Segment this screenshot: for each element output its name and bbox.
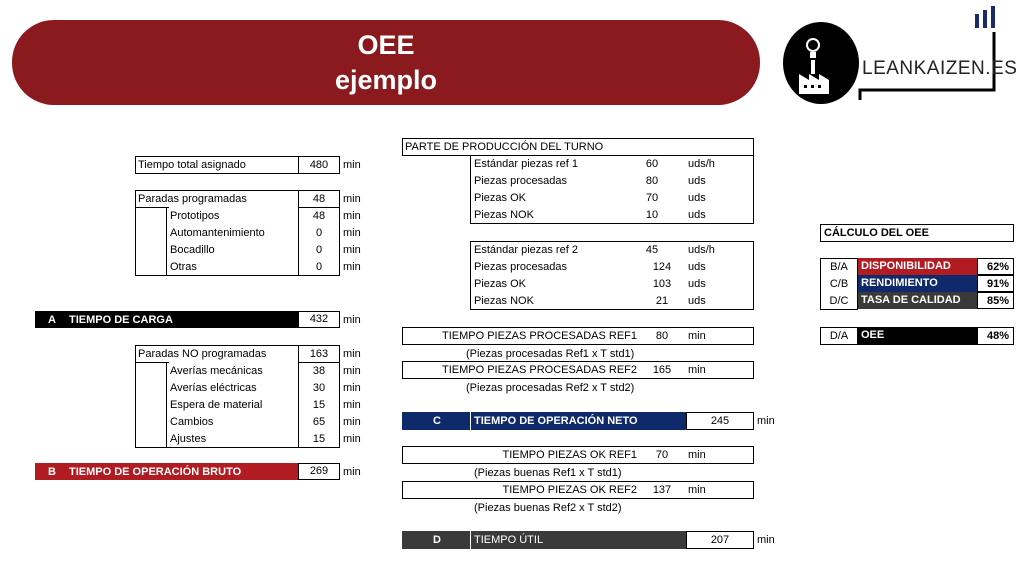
oee-label: OEE xyxy=(858,327,978,345)
tiempo-carga-value: 432 xyxy=(309,313,329,325)
oee-calc-title: CÁLCULO DEL OEE xyxy=(824,227,929,239)
prog-item-label: Automantenimiento xyxy=(170,227,265,239)
prog-item-value: 48 xyxy=(312,210,326,222)
noprog-item-value: 15 xyxy=(312,399,326,411)
ref1-unit: uds xyxy=(688,175,706,187)
noprog-item-label: Ajustes xyxy=(170,433,207,445)
ref2-label: Piezas OK xyxy=(474,278,526,290)
paradas-no-prog-label: Paradas NO programadas xyxy=(138,348,267,360)
paradas-no-prog-value: 163 xyxy=(309,348,329,360)
tpp-ref2-label: TIEMPO PIEZAS PROCESADAS REF2 xyxy=(442,364,637,376)
ref2-unit: uds xyxy=(688,278,706,290)
prog-item-unit: min xyxy=(343,227,361,239)
tiempo-util-value: 207 xyxy=(710,534,730,546)
oee-value: 48% xyxy=(977,327,1014,345)
noprog-item-label: Cambios xyxy=(170,416,214,428)
tpp-ref2-unit: min xyxy=(688,364,706,376)
tiempo-util-letter: D xyxy=(433,534,441,546)
tok-ref2-value: 137 xyxy=(652,484,672,496)
prog-item-value: 0 xyxy=(315,227,323,239)
noprog-item-value: 38 xyxy=(312,365,326,377)
ref1-value: 80 xyxy=(645,175,659,187)
oee-ratio: D/A xyxy=(829,330,849,342)
tiempo-bruto-value: 269 xyxy=(309,465,329,477)
parte-title: PARTE DE PRODUCCIÓN DEL TURNO xyxy=(405,141,604,153)
noprog-item-value: 15 xyxy=(312,433,326,445)
tiempo-util-bar xyxy=(402,531,687,549)
ref2-label: Piezas procesadas xyxy=(474,261,567,273)
ref2-value: 124 xyxy=(652,261,672,273)
tiempo-carga-letter: A xyxy=(48,314,56,326)
rendimiento-value: 91% xyxy=(977,275,1014,292)
tiempo-neto-value: 245 xyxy=(710,415,730,427)
tpp-ref2-note: (Piezas procesadas Ref2 x T std2) xyxy=(466,382,635,394)
disponibilidad-label: DISPONIBILIDAD xyxy=(858,258,978,275)
noprog-item-unit: min xyxy=(343,416,361,428)
paradas-prog-value: 48 xyxy=(312,193,326,205)
tpp-ref2-value: 165 xyxy=(652,364,672,376)
tok-ref2-note: (Piezas buenas Ref2 x T std2) xyxy=(474,502,622,514)
header-banner xyxy=(12,20,760,105)
tpp-ref1-label: TIEMPO PIEZAS PROCESADAS REF1 xyxy=(442,330,637,342)
tiempo-bruto-label: TIEMPO DE OPERACIÓN BRUTO xyxy=(69,466,242,478)
tiempo-bruto-letter: B xyxy=(48,466,56,478)
tiempo-carga-unit: min xyxy=(343,314,361,326)
tiempo-neto-label: TIEMPO DE OPERACIÓN NETO xyxy=(474,415,638,427)
tok-ref2-unit: min xyxy=(688,484,706,496)
ref2-value: 45 xyxy=(645,244,659,256)
tiempo-total-value: 480 xyxy=(309,159,329,171)
tiempo-util-label: TIEMPO ÚTIL xyxy=(474,534,544,546)
paradas-prog-label: Paradas programadas xyxy=(138,193,247,205)
noprog-item-unit: min xyxy=(343,382,361,394)
noprog-item-label: Espera de material xyxy=(170,399,263,411)
ref2-unit: uds/h xyxy=(688,244,715,256)
noprog-item-label: Averías mecánicas xyxy=(170,365,263,377)
paradas-no-prog-unit: min xyxy=(343,348,361,360)
tok-ref1-value: 70 xyxy=(655,449,669,461)
tasa-calidad-label: TASA DE CALIDAD xyxy=(858,292,978,309)
prog-item-label: Bocadillo xyxy=(170,244,215,256)
noprog-item-value: 65 xyxy=(312,416,326,428)
oee-ratio: B/A xyxy=(830,261,848,273)
ref2-label: Estándar piezas ref 2 xyxy=(474,244,578,256)
prog-item-unit: min xyxy=(343,210,361,222)
page-title: OEE xyxy=(357,30,415,60)
noprog-item-unit: min xyxy=(343,399,361,411)
tiempo-bruto-unit: min xyxy=(343,466,361,478)
oee-ratio: D/C xyxy=(829,295,849,307)
prog-item-value: 0 xyxy=(315,244,323,256)
tok-ref1-label: TIEMPO PIEZAS OK REF1 xyxy=(502,449,637,461)
ref1-value: 10 xyxy=(645,209,659,221)
ref2-value: 21 xyxy=(655,295,669,307)
noprog-item-value: 30 xyxy=(312,382,326,394)
ref1-label: Estándar piezas ref 1 xyxy=(474,158,578,170)
noprog-item-unit: min xyxy=(343,433,361,445)
tok-ref1-unit: min xyxy=(688,449,706,461)
noprog-item-label: Averías eléctricas xyxy=(170,382,257,394)
logo-bars-icon xyxy=(973,2,1003,28)
ref1-unit: uds/h xyxy=(688,158,715,170)
tiempo-util-unit: min xyxy=(757,534,775,546)
ref1-label: Piezas procesadas xyxy=(474,175,567,187)
prog-item-unit: min xyxy=(343,261,361,273)
tiempo-neto-unit: min xyxy=(757,415,775,427)
noprog-item-unit: min xyxy=(343,365,361,377)
ref1-value: 60 xyxy=(645,158,659,170)
tpp-ref1-note: (Piezas procesadas Ref1 x T std1) xyxy=(466,348,635,360)
rendimiento-label: RENDIMIENTO xyxy=(858,275,978,292)
logo-text: LEANKAIZEN.ES xyxy=(862,58,1018,79)
ref2-value: 103 xyxy=(652,278,672,290)
ref2-label: Piezas NOK xyxy=(474,295,534,307)
disponibilidad-value: 62% xyxy=(977,258,1014,275)
oee-ratio: C/B xyxy=(829,278,849,290)
logo-icon xyxy=(783,22,859,104)
tiempo-carga-label: TIEMPO DE CARGA xyxy=(69,314,173,326)
prog-item-unit: min xyxy=(343,244,361,256)
ref1-unit: uds xyxy=(688,209,706,221)
tok-ref2-label: TIEMPO PIEZAS OK REF2 xyxy=(502,484,637,496)
ref1-label: Piezas NOK xyxy=(474,209,534,221)
page-subtitle: ejemplo xyxy=(334,65,438,95)
ref2-unit: uds xyxy=(688,261,706,273)
prog-item-label: Prototipos xyxy=(170,210,220,222)
ref1-label: Piezas OK xyxy=(474,192,526,204)
tok-ref1-note: (Piezas buenas Ref1 x T std1) xyxy=(474,467,622,479)
ref1-value: 70 xyxy=(645,192,659,204)
prog-item-value: 0 xyxy=(315,261,323,273)
ref2-unit: uds xyxy=(688,295,706,307)
tpp-ref1-value: 80 xyxy=(655,330,669,342)
tiempo-total-unit: min xyxy=(343,159,361,171)
prog-item-label: Otras xyxy=(170,261,197,273)
paradas-prog-unit: min xyxy=(343,193,361,205)
tiempo-neto-letter: C xyxy=(433,415,441,427)
tiempo-total-label: Tiempo total asignado xyxy=(138,159,246,171)
ref1-unit: uds xyxy=(688,192,706,204)
tpp-ref1-unit: min xyxy=(688,330,706,342)
tasa-calidad-value: 85% xyxy=(977,292,1014,309)
